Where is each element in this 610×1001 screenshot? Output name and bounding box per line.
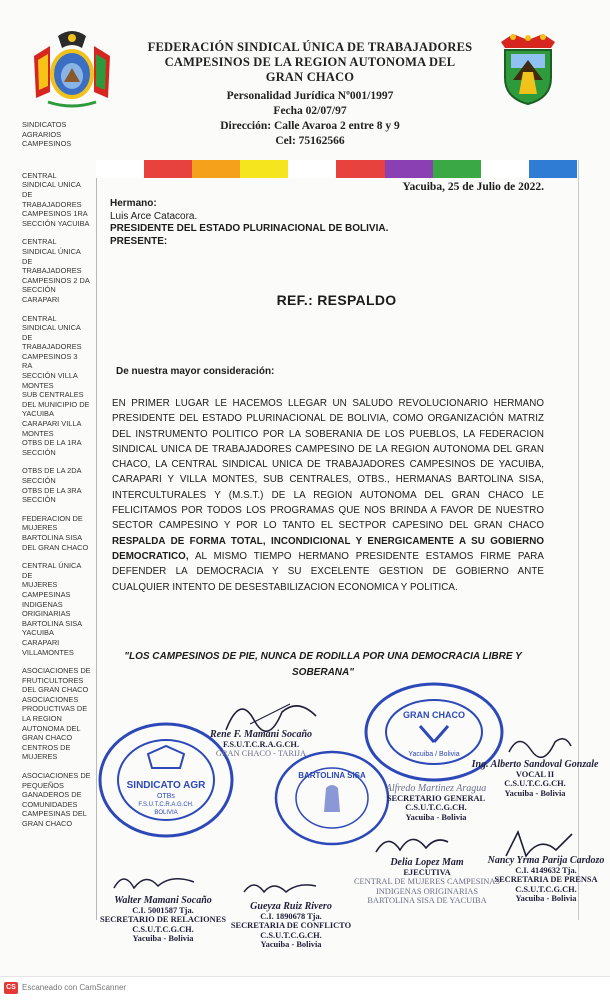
color-band-segment (529, 160, 577, 178)
sidebar-line: CENTRAL (22, 313, 57, 323)
sidebar-line: SECCIÓN VILLA (22, 371, 78, 381)
scanner-watermark: Escaneado con CamScanner (22, 983, 127, 992)
sidebar-line: SINDICAL UNICA (22, 180, 81, 190)
addressee-block (110, 198, 388, 248)
signature-scribble-2 (505, 728, 575, 762)
sidebar-line: CAMPESINOS (22, 139, 72, 149)
sidebar-line: CAMPESINAS (22, 589, 71, 599)
stamp-country: BOLIVIA (154, 810, 178, 816)
sidebar-line: MUJERES (22, 752, 58, 762)
sidebar-line: ASOCIACIONES (22, 694, 79, 704)
sidebar-group (22, 514, 94, 552)
sidebar-line: ASOCIACIONES DE (22, 771, 91, 781)
color-band-segment (336, 160, 384, 178)
sidebar-line: CARAPARI (22, 637, 60, 647)
sidebar-line: AGRARIOS (22, 129, 62, 139)
sidebar-line: INDIGENAS (22, 599, 63, 609)
sidebar-line: COMUNIDADES (22, 799, 78, 809)
sidebar-line: DEL MUNICIPIO DE (22, 399, 90, 409)
signer-detail: Yacuiba - Bolivia (260, 940, 322, 950)
signer-detail: Yacuiba - Bolivia (515, 894, 577, 904)
signer-detail: SECRETARIO DE RELACIONES (100, 915, 226, 925)
legal-id: Personalidad Jurídica Nº001/1997 (226, 90, 394, 102)
reference-title: REF.: RESPALDO (276, 292, 397, 308)
signer-detail: C.S.U.T.C.G.CH. (132, 924, 194, 934)
sidebar-line: AUTONOMA DEL (22, 723, 81, 733)
sidebar-line: SECCIÓN (22, 447, 56, 457)
addressee-line: PRESIDENTE DEL ESTADO PLURINACIONAL DE BOLIVIA. (110, 223, 389, 235)
sidebar-group (22, 120, 94, 149)
sidebar-line: SECCIÓN (22, 285, 56, 295)
signer-detail: C.S.U.T.C.G.CH. (260, 930, 322, 940)
sidebar-group (22, 771, 94, 829)
signature-block-sandoval (470, 760, 600, 798)
color-band-segment (481, 160, 529, 178)
federation-emblem-icon (497, 28, 559, 106)
sidebar-line: FEDERACION DE (22, 513, 83, 523)
sidebar-line: CARAPARI (22, 294, 60, 304)
sidebar-line: DE (22, 189, 33, 199)
sidebar-group (22, 561, 94, 657)
signer-name: Rene F. Mamani Socaño (209, 729, 313, 740)
color-band-segment (144, 160, 192, 178)
signer-detail: C.I. 1890678 Tja. (260, 911, 322, 921)
signer-detail: BARTOLINA SISA DE YACUIBA (367, 896, 487, 906)
org-name-line: GRAN CHACO (265, 70, 355, 84)
sidebar-line: DEL GRAN CHACO (22, 542, 89, 552)
signer-detail: Yacuiba - Bolivia (405, 812, 467, 822)
sidebar-line: CARAPARI VILLA (22, 419, 82, 429)
sidebar-line: CENTROS DE (22, 742, 71, 752)
signature-scribble-6 (240, 874, 320, 902)
signer-name: Delia Lopez Mam (390, 857, 464, 868)
color-band-segment (96, 160, 144, 178)
letter-date: Yacuiba, 25 de Julio de 2022. (402, 181, 544, 193)
sidebar-group (22, 171, 94, 229)
sidebar-line: TRABAJADORES (22, 342, 82, 352)
sidebar-line: ASOCIACIONES DE (22, 666, 91, 676)
founding-date: Fecha 02/07/97 (273, 105, 347, 117)
signer-detail: Yacuiba - Bolivia (132, 934, 194, 944)
signer-detail: C.S.U.T.C.G.CH. (515, 884, 577, 894)
sidebar-line: CENTRAL ÚNICA (22, 561, 82, 571)
sidebar-line: MONTES (22, 428, 54, 438)
signer-detail: Yacuiba - Bolivia (504, 788, 566, 798)
sidebar-line: GRAN CHACO (22, 819, 73, 828)
signature-block-ruiz-rivero (228, 902, 354, 950)
member-organizations-sidebar (22, 120, 94, 838)
sidebar-line: OTBS DE LA 3RA (22, 485, 82, 495)
camscanner-logo-icon: CS (4, 982, 18, 994)
signer-detail: VOCAL II (515, 769, 555, 779)
stamp-code: F.S.U.T.C.R.A.G.CH. (138, 802, 194, 808)
sidebar-line: ORIGINARIAS (22, 609, 71, 619)
sidebar-line: OTBS DE LA 1RA (22, 438, 82, 448)
body-text-emphasis: RESPALDA DE FORMA TOTAL, INCONDICIONAL Y ENERGICAMENTE A SU GOBIERNO DEMOCRATICO, (112, 535, 544, 562)
sidebar-line: CENTRAL (22, 170, 57, 180)
stamp-sub: OTBs (157, 793, 175, 800)
sidebar-line: SECCIÓN (22, 476, 56, 485)
sidebar-line: TRABAJADORES (22, 199, 82, 209)
signer-detail: SECRETARIO GENERAL (386, 793, 486, 803)
sidebar-line: CENTRAL (22, 237, 57, 247)
signer-detail: EJECUTIVA (403, 867, 451, 877)
sidebar-line: SECCIÓN (22, 495, 56, 505)
signature-scribble-5 (110, 868, 200, 898)
sidebar-line: CAMPESINOS 2 DA (22, 275, 90, 285)
stamp-place: Yacuiba / Bolivia (408, 751, 460, 758)
sidebar-line: LA REGION (22, 714, 62, 724)
signer-name: Nancy Yrma Parija Cardozo (487, 855, 605, 866)
sidebar-group (22, 666, 94, 762)
sidebar-line: DE (22, 332, 33, 342)
org-name-line: CAMPESINOS DE LA REGION AUTONOMA DEL (164, 55, 456, 69)
sidebar-line: SINDICATOS (22, 120, 67, 129)
signer-detail: C.I. 5001587 Tja. (132, 905, 194, 915)
body-text-part: EN PRIMER LUGAR LE HACEMOS LLEGAR UN SALUDO REVOLUCIONARIO HERMANO PRESIDENTE DEL ESTADO PLURINACIONAL DE BOLIVIA, COMO ORGANIZACIÓN MATRIZ DEL INSTRUMENTO POLITICO POR LA SOBERANIA DE LOS PUEBLOS, LA FEDERACION SINDICAL UNICA DE TRABAJADORES CAMPESINO DE LA REGION AUTONOMA DEL GRAN CHACO, LA CENTRAL SINDICAL UNICA DE TRABAJADORES CAMPESINOS DE YACUIBA, CARAPARI Y VILLA MONTES, SUB CENTRALES, OTBS., HERMANAS BARTOLINA SISA, INTERCULTURALES Y (M.S.T.) DE LA REGION AUTONOMA DEL GRAN CHACO LE FELICITAMOS POR TODOS LOS PROGRAMAS QUE NOS BRINDA A FAVOR DE NUESTRO SECTOR CAMPESINO Y POR LO TANTO EL SECTPOR CAPESINO DEL GRAN CHACO (112, 398, 544, 532)
sidebar-line: CAMPESINOS 1RA (22, 209, 88, 219)
signer-detail: SECRETARIA DE PRENSA (494, 875, 598, 885)
signature-block-mamani-socano (186, 730, 336, 759)
sidebar-line: CAMPESINAS DEL (22, 809, 87, 819)
signer-name: Ing. Alberto Sandoval Gonzale (471, 759, 599, 770)
sidebar-line: BARTOLINA SISA (22, 532, 83, 542)
sidebar-line: CAMPESINOS 3 (22, 351, 78, 361)
sidebar-line: OTBS DE LA 2DA (22, 466, 82, 476)
color-band-segment (240, 160, 288, 178)
addressee-line: PRESENTE: (110, 235, 168, 247)
sidebar-line: PRODUCTIVAS DE (22, 704, 88, 714)
color-band-segment (192, 160, 240, 178)
signer-detail: F.S.U.T.C.R.A.G.CH. (222, 739, 300, 749)
signature-block-martinez (384, 784, 488, 822)
sidebar-line: YACUIBA (22, 409, 54, 419)
addressee-line: Hermano: (110, 198, 157, 209)
sidebar-line: RA (22, 361, 33, 371)
sidebar-line: VILLAMONTES (22, 647, 74, 657)
signer-name: Walter Mamani Socaño (114, 895, 212, 906)
letter-body (112, 396, 544, 595)
signer-detail: GRAN CHACO - TARIJA (215, 749, 307, 759)
sidebar-line: FRUTICULTORES (22, 675, 84, 685)
signer-detail: CENTRAL DE MUJERES CAMPESINAS (353, 877, 501, 887)
sidebar-group (22, 314, 94, 458)
sidebar-line: SECCIÓN YACUIBA (22, 218, 90, 228)
color-band-segment (385, 160, 433, 178)
body-text-part: AL MISMO TIEMPO HERMANO PRESIDENTE ESTAMOS FIRME PARA DEFENDER LA DEMOCRACIA Y SU EXCELENTE GESTION DE GOBIERNO ANTE CUALQUIER INTENTO DE DESESTABILIZACION ECONOMICA Y POLITICA. (112, 550, 544, 593)
addressee-line: Luis Arce Catacora. (110, 210, 198, 222)
bolivia-coat-of-arms-icon (28, 26, 116, 110)
signer-detail: C.S.U.T.C.G.CH. (504, 779, 566, 789)
signer-detail: SECRETARIA DE CONFLICTO (230, 921, 352, 931)
sidebar-line: YACUIBA (22, 628, 54, 638)
signer-name: Gueyza Ruiz Rivero (250, 901, 332, 912)
signature-block-parija (486, 856, 606, 904)
greeting: De nuestra mayor consideración: (116, 366, 275, 377)
stamp-label: GRAN CHACO (403, 710, 465, 720)
color-band-segment (433, 160, 481, 178)
stamp-label: SINDICATO AGR (126, 780, 206, 791)
stamp-label: BARTOLINA SISA (298, 771, 366, 780)
sidebar-line: BARTOLINA SISA (22, 618, 83, 628)
signature-block-lopez (352, 858, 502, 906)
sidebar-line: DE (22, 256, 33, 266)
sidebar-line: MUJERES (22, 523, 58, 533)
sidebar-group (22, 466, 94, 504)
sidebar-line: SINDICAL ÚNICA (22, 246, 81, 256)
signer-name: Alfredo Martinez Aragua (385, 783, 487, 794)
sidebar-line: PEQUEÑOS (22, 780, 64, 790)
sidebar-line: SINDICAL UNICA (22, 323, 81, 333)
sidebar-group (22, 237, 94, 304)
sidebar-line: DEL GRAN CHACO (22, 685, 89, 695)
org-name-line: FEDERACIÓN SINDICAL ÚNICA DE TRABAJADORES (147, 40, 473, 54)
phone: Cel: 75162566 (275, 135, 345, 147)
signer-detail: C.S.U.T.C.G.CH. (405, 803, 467, 813)
signer-detail: C.I. 4149632 Tja. (515, 865, 577, 875)
sidebar-line: DE (22, 570, 33, 580)
wiphala-color-band (96, 160, 577, 178)
closing-motto: "LOS CAMPESINOS DE PIE, NUNCA DE RODILLA POR UNA DEMOCRACIA LIBRE Y SOBERANA" (124, 651, 522, 678)
sidebar-line: TRABAJADORES (22, 266, 82, 276)
sidebar-line: GANADEROS DE (22, 790, 82, 800)
signature-block-walter-mamani (98, 896, 228, 944)
signer-detail: INDIGENAS ORIGINARIAS (375, 886, 479, 896)
color-band-segment (288, 160, 336, 178)
sidebar-line: SUB CENTRALES (22, 390, 84, 400)
sidebar-line: MUJERES (22, 580, 58, 590)
sidebar-line: GRAN CHACO (22, 733, 73, 743)
sidebar-line: MONTES (22, 380, 54, 390)
signature-scribble-3 (372, 826, 452, 860)
address: Dirección: Calle Avaroa 2 entre 8 y 9 (220, 120, 400, 132)
letterhead (140, 40, 480, 149)
